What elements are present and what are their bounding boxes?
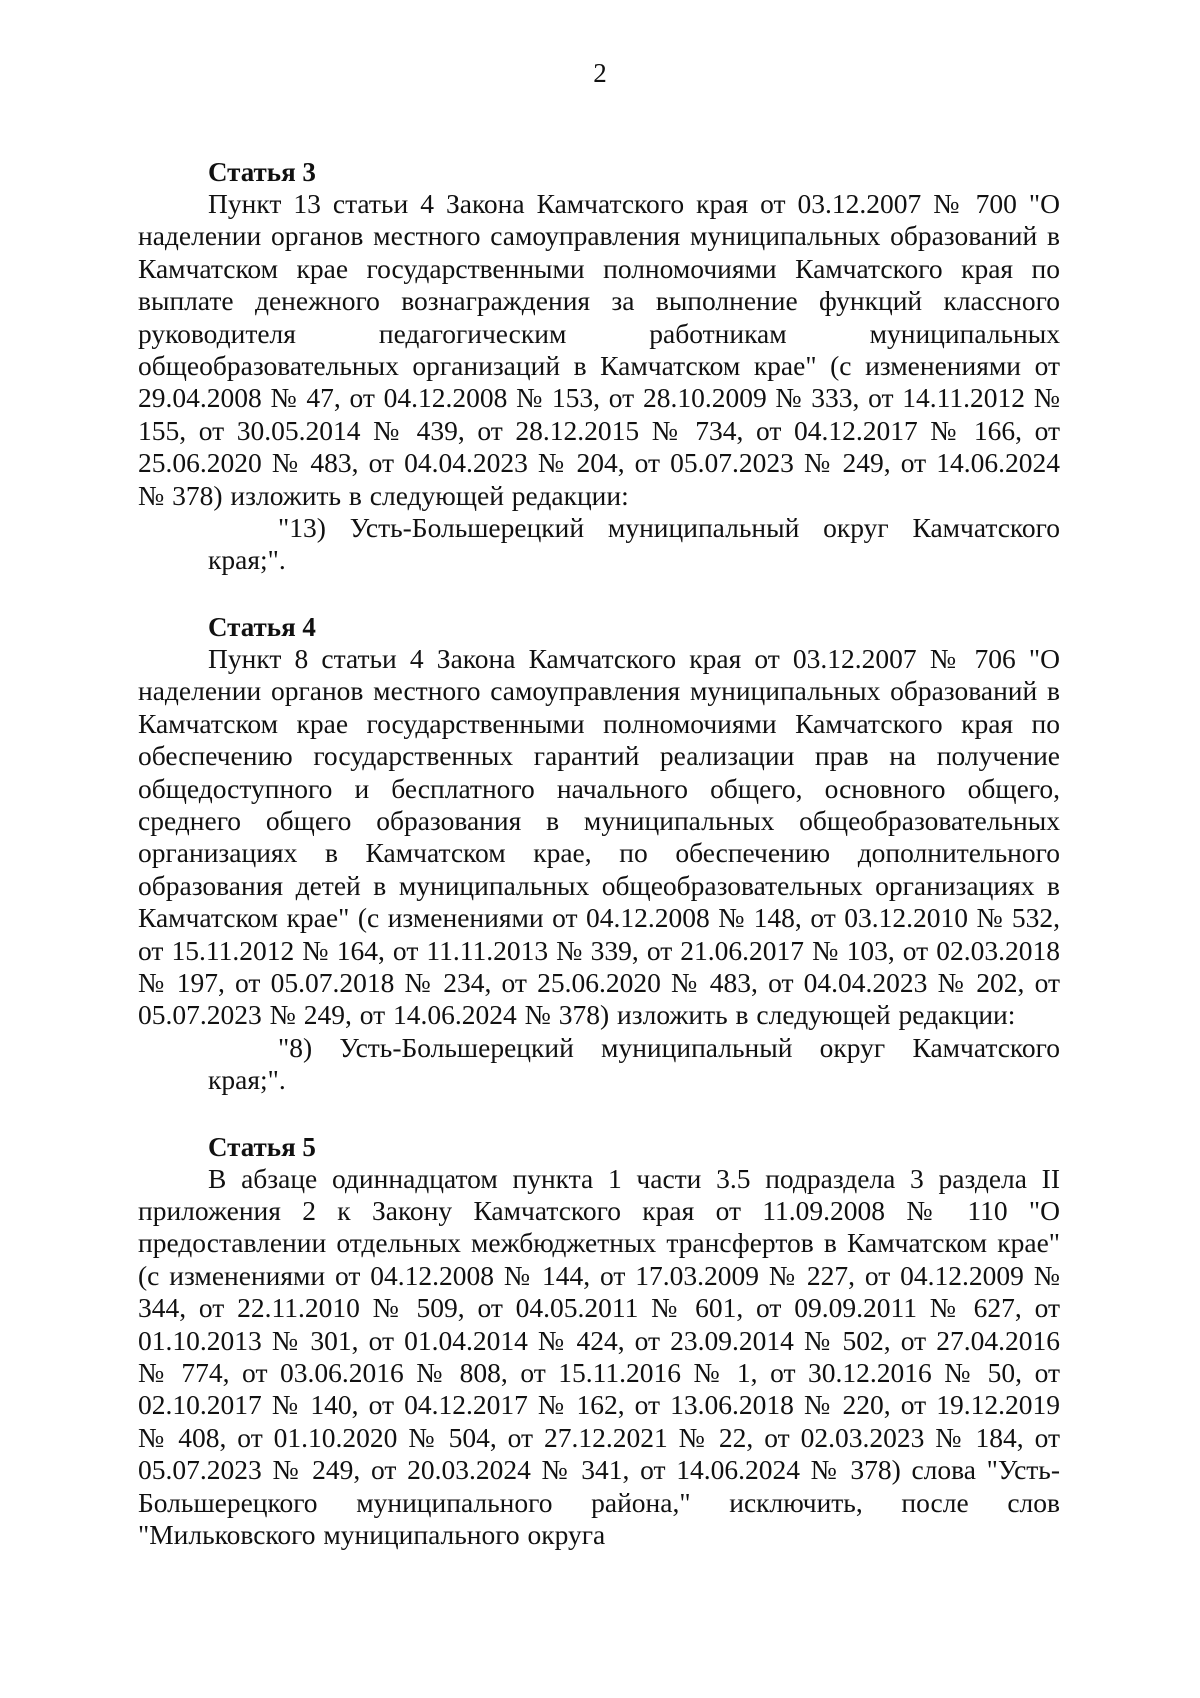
article-paragraph: Пункт 13 статьи 4 Закона Камчатского края от 03.12.2007 № 700 "О наделении органов местного самоуправления муниципальных образований в Камчатском крае государственными полномочиями Камчатского края по выплате денежного вознаграждения за выполнение функций классного руководителя педагогическим работникам муниципальных общеобразовательных организаций в Камчатском крае" (с изменениями от 29.04.2008 № 47, от 04.12.2008 № 153, от 28.10.2009 № 333, от 14.11.2012 № 155, от 30.05.2014 № 439, от 28.12.2015 № 734, от 04.12.2017 № 166, от 25.06.2020 № 483, от 04.04.2023 № 204, от 05.07.2023 № 249, от 14.06.2024 № 378) изложить в следующей редакции: [138,188,1060,511]
article-5 [138,1131,1060,1552]
document-content [138,156,1060,1551]
article-quote: "13) Усть-Большерецкий муниципальный округ Камчатского края;". [208,512,1060,576]
article-title: Статья 4 [208,611,316,642]
article-title: Статья 3 [208,157,316,187]
article-body [138,1163,1060,1552]
article-body [138,188,1060,577]
article-quote: "8) Усть-Большерецкий муниципальный округ Камчатского края;". [208,1031,1060,1096]
article-body [138,643,1060,1097]
article-title: Статья 5 [208,1131,316,1162]
article-paragraph: В абзаце одиннадцатом пункта 1 части 3.5 подраздела 3 раздела II приложения 2 к Закону Камчатского края от 11.09.2008 № 110 "О предоставлении отдельных межбюджетных трансфертов в Камчатском крае" (с изменениями от 04.12.2008 № 144, от 17.03.2009 № 227, от 04.12.2009 № 344, от 22.11.2010 № 509, от 04.05.2011 № 601, от 09.09.2011 № 627, от 01.10.2013 № 301, от 01.04.2014 № 424, от 23.09.2014 № 502, от 27.04.2016 № 774, от 03.06.2016 № 808, от 15.11.2016 № 1, от 30.12.2016 № 50, от 02.10.2017 № 140, от 04.12.2017 № 162, от 13.06.2018 № 220, от 19.12.2019 № 408, от 01.10.2020 № 504, от 27.12.2021 № 22, от 02.03.2023 № 184, от 05.07.2023 № 249, от 20.03.2024 № 341, от 14.06.2024 № 378) слова "Усть-Большерецкого муниципального района," исключить, после слов "Мильковского муниципального округа [138,1162,1060,1551]
page-number: 2 [593,58,607,88]
article-3 [138,156,1060,577]
article-paragraph: Пункт 8 статьи 4 Закона Камчатского края от 03.12.2007 № 706 "О наделении органов местного самоуправления муниципальных образований в Камчатском крае государственными полномочиями Камчатского края по обеспечению государственных гарантий реализации прав на получение общедоступного и бесплатного начального общего, основного общего, среднего общего образования в муниципальных общеобразовательных организациях в Камчатском крае, по обеспечению дополнительного образования детей в муниципальных общеобразовательных организациях в Камчатском крае" (с изменениями от 04.12.2008 № 148, от 03.12.2010 № 532, от 15.11.2012 № 164, от 11.11.2013 № 339, от 21.06.2017 № 103, от 02.03.2018 № 197, от 05.07.2018 № 234, от 25.06.2020 № 483, от 04.04.2023 № 202, от 05.07.2023 № 249, от 14.06.2024 № 378) изложить в следующей редакции: [138,642,1060,1031]
article-4 [138,611,1060,1097]
